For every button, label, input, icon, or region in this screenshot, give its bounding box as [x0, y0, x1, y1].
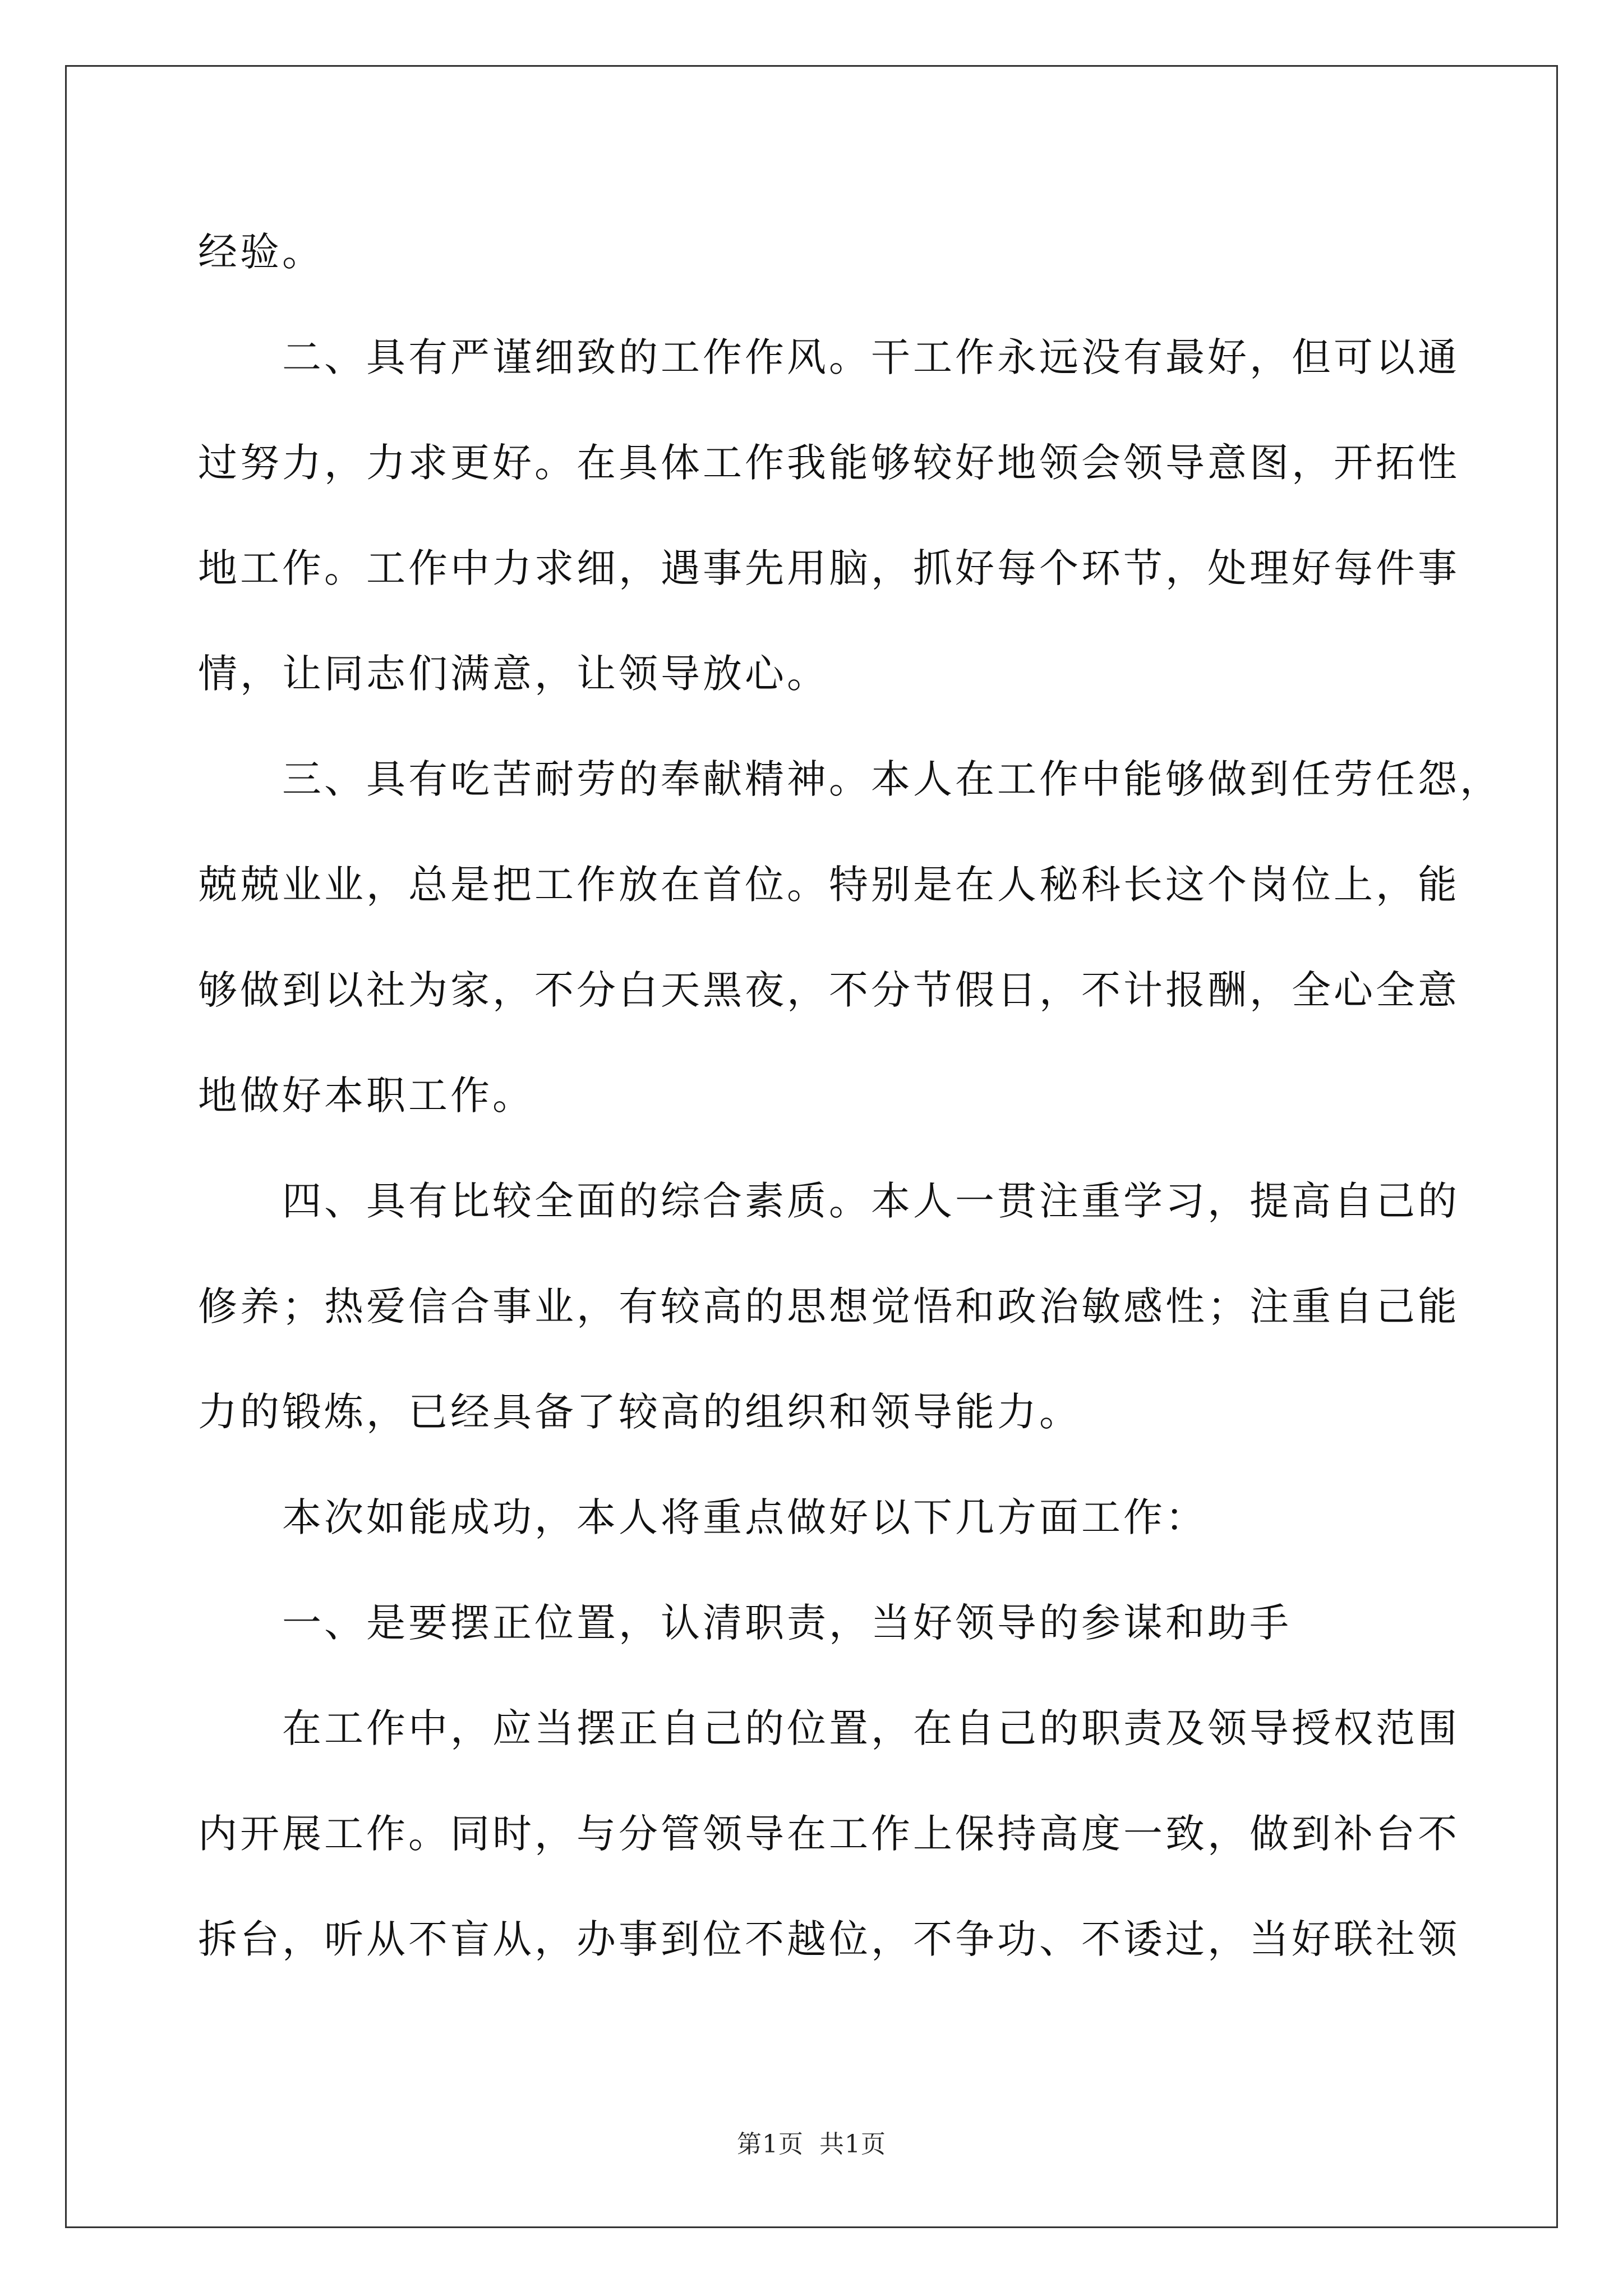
text-line: 三、具有吃苦耐劳的奉献精神。本人在工作中能够做到任劳任怨，: [198, 756, 1502, 802]
text-line: 情，让同志们满意，让领导放心。: [198, 651, 829, 697]
text-line: 经验。: [198, 229, 324, 275]
text-line: 够做到以社为家，不分白天黑夜，不分节假日，不计报酬，全心全意: [198, 967, 1460, 1013]
text-line: 力的锻炼，已经具备了较高的组织和领导能力。: [198, 1389, 1081, 1435]
text-line: 地做好本职工作。: [198, 1073, 534, 1119]
document-body: [198, 199, 1502, 1992]
text-line: 拆台，听从不盲从，办事到位不越位，不争功、不诿过，当好联社领: [198, 1916, 1460, 1962]
text-line: 兢兢业业，总是把工作放在首位。特别是在人秘科长这个岗位上，能: [198, 862, 1460, 908]
text-line: 在工作中，应当摆正自己的位置，在自己的职责及领导授权范围: [198, 1705, 1460, 1751]
text-line: 本次如能成功，本人将重点做好以下几方面工作：: [198, 1494, 1207, 1540]
page-footer: [0, 2124, 1623, 2160]
page-number-total: 共1页: [819, 2130, 886, 2159]
text-line: 修养；热爱信合事业，有较高的思想觉悟和政治敏感性；注重自己能: [198, 1283, 1460, 1329]
text-line: 过努力，力求更好。在具体工作我能够较好地领会领导意图，开拓性: [198, 440, 1460, 486]
page-number-current: 第1页: [737, 2130, 804, 2159]
text-line: 地工作。工作中力求细，遇事先用脑，抓好每个环节，处理好每件事: [198, 545, 1460, 591]
text-line: 内开展工作。同时，与分管领导在工作上保持高度一致，做到补台不: [198, 1811, 1460, 1857]
text-line: 二、具有严谨细致的工作作风。干工作永远没有最好，但可以通: [198, 334, 1460, 380]
text-line: 一、是要摆正位置，认清职责，当好领导的参谋和助手: [198, 1600, 1292, 1646]
text-line: 四、具有比较全面的综合素质。本人一贯注重学习，提高自己的: [198, 1178, 1460, 1224]
